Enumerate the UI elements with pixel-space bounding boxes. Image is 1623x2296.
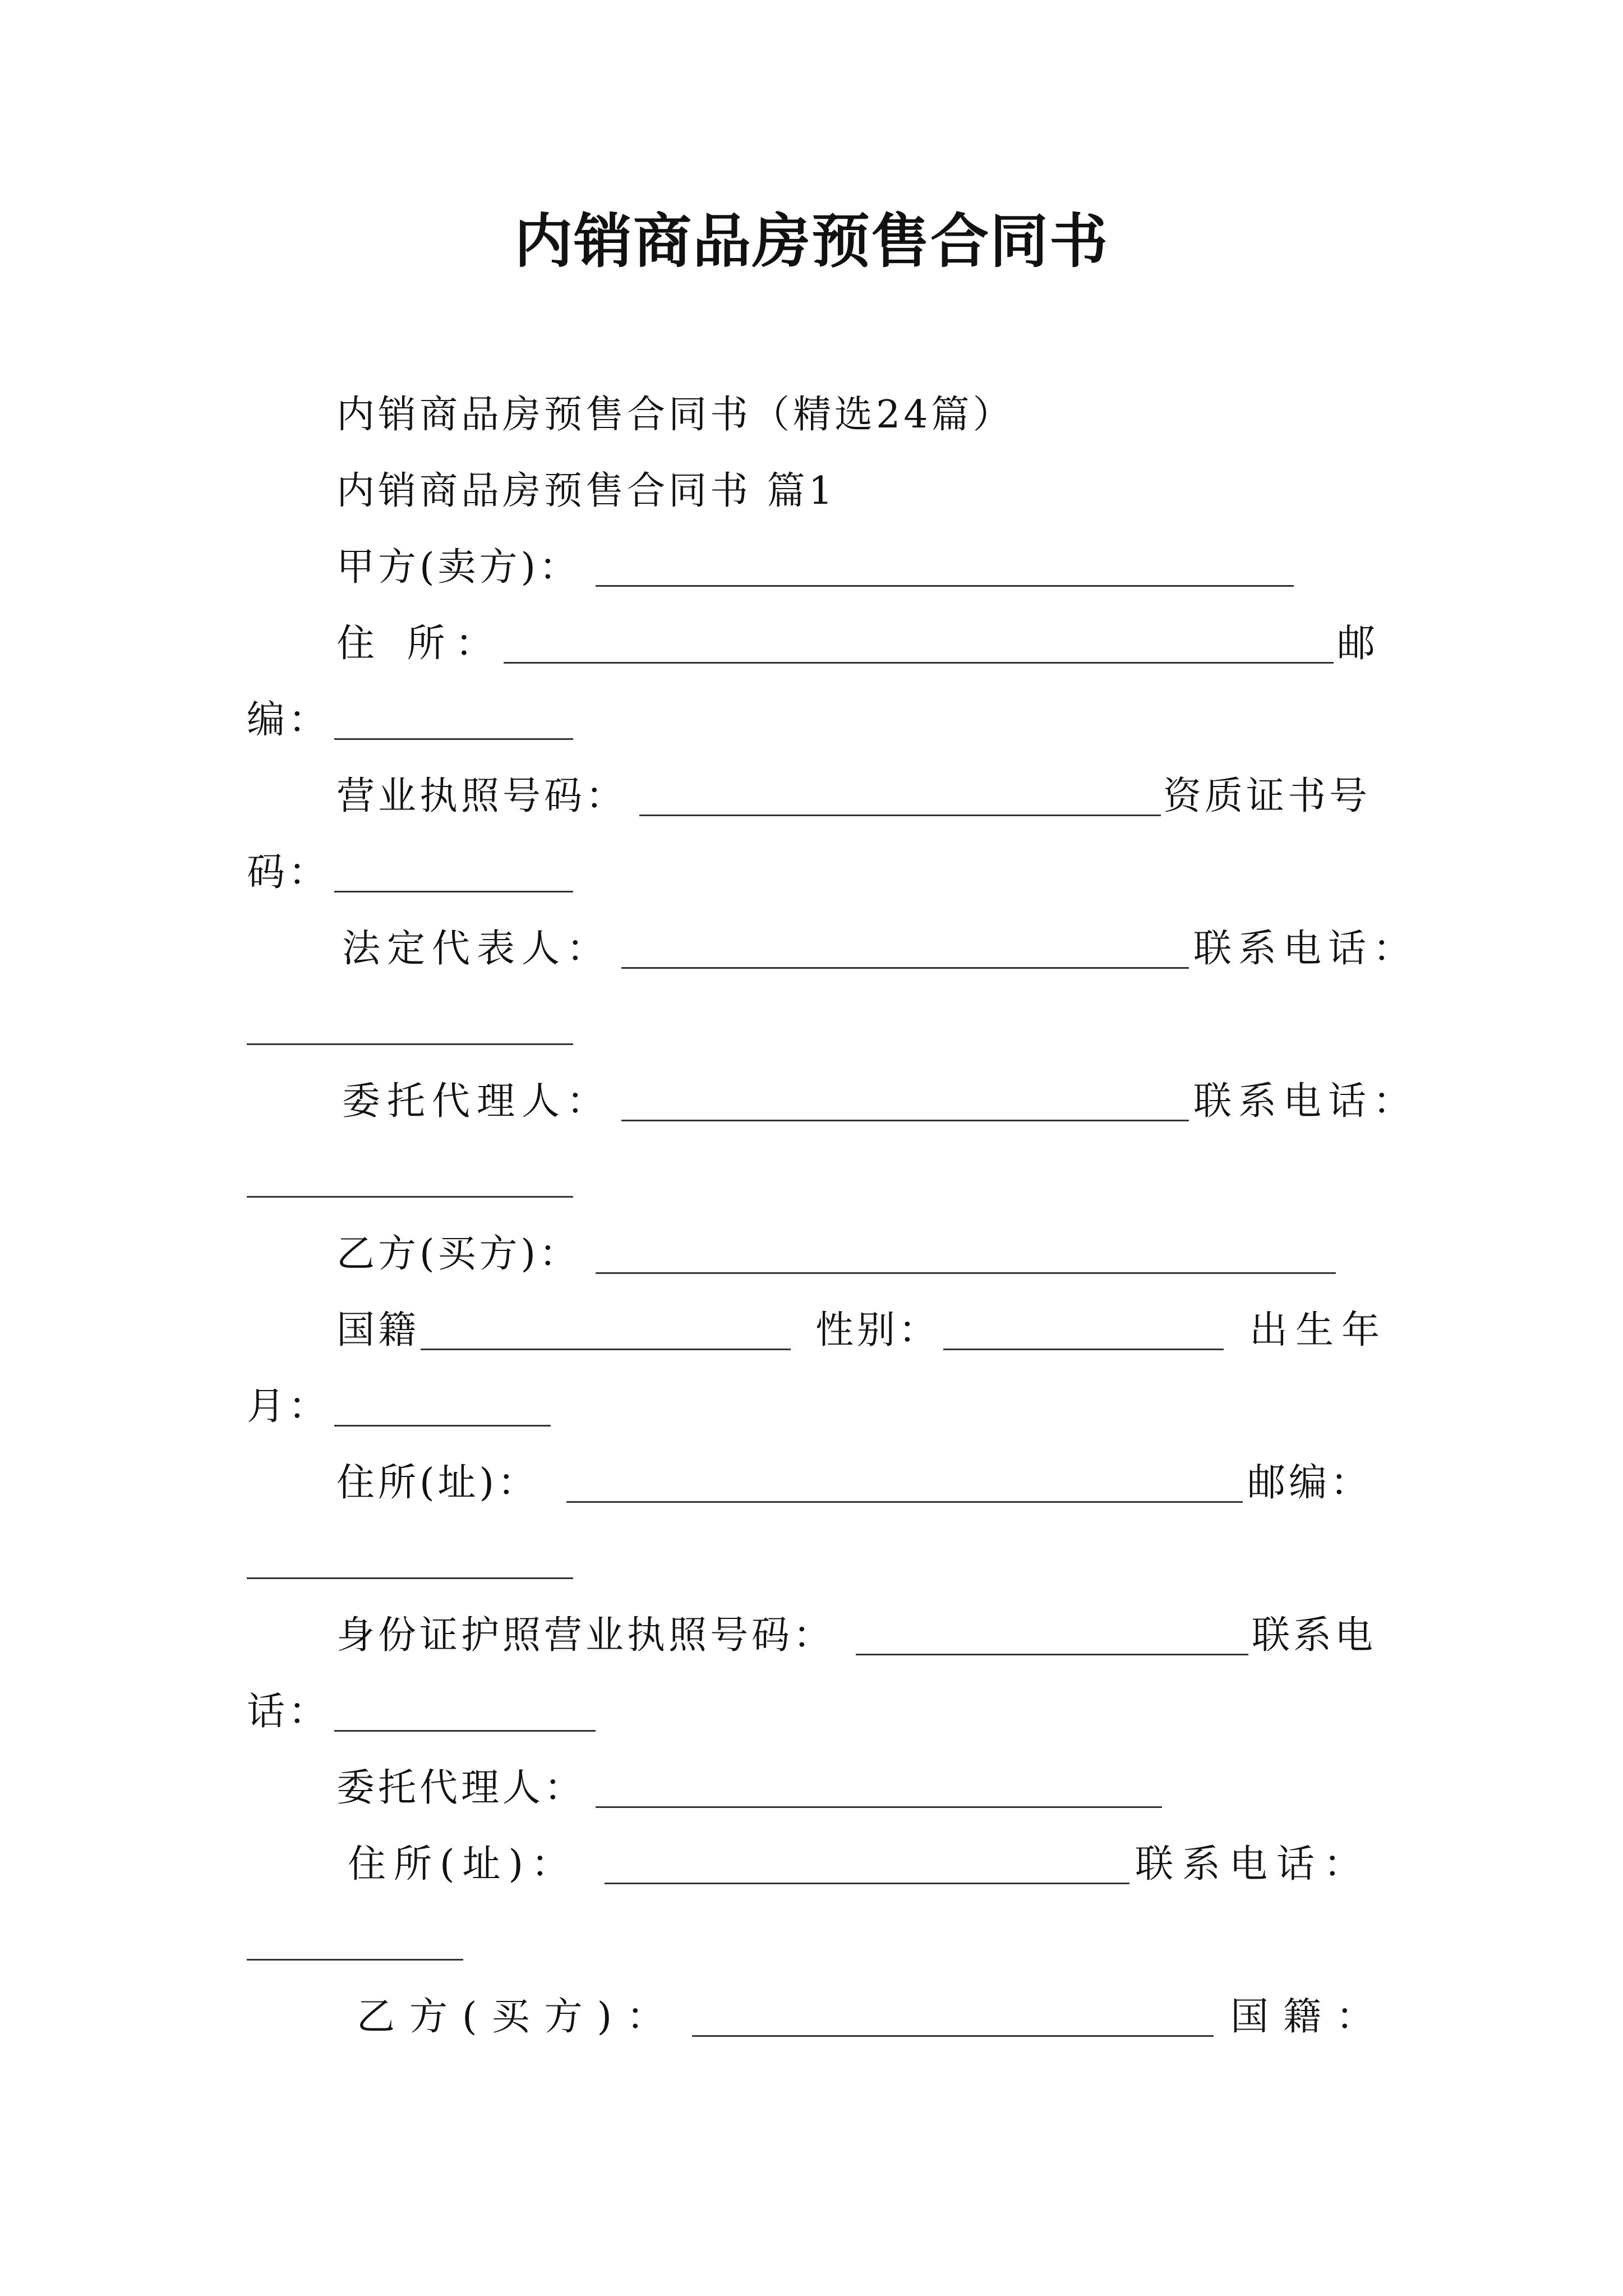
buyer-postcode-blank[interactable] [247, 1577, 573, 1579]
buyer-party-label: 乙方(买方)： [336, 1232, 581, 1276]
seller-legal-rep-phone-blank[interactable] [247, 1043, 573, 1045]
seller-legal-rep-blank[interactable] [621, 967, 1189, 969]
seller-agent-blank[interactable] [621, 1120, 1189, 1121]
buyer-nationality-label: 国籍 [336, 1308, 420, 1352]
buyer2-party-label: 乙方(买方)： [357, 1995, 680, 2039]
buyer-phone-blank[interactable] [334, 1730, 596, 1732]
seller-agent-phone-blank[interactable] [247, 1196, 573, 1198]
seller-qualification-blank[interactable] [334, 891, 573, 892]
buyer2-nationality-label: 国籍： [1230, 1995, 1389, 2039]
seller-agent-phone-label: 联系电话： [1193, 1079, 1418, 1124]
seller-qualification-label-head: 码： [247, 850, 330, 895]
seller-license-blank[interactable] [639, 815, 1161, 816]
seller-license-label: 营业执照号码： [336, 774, 628, 818]
seller-postcode-blank[interactable] [334, 738, 573, 740]
buyer-party-blank[interactable] [596, 1272, 1336, 1274]
seller-address-blank[interactable] [504, 662, 1334, 664]
section-heading: 内销商品房预售合同书 篇1 [336, 469, 836, 513]
seller-qualification-label-tail: 资质证书号 [1163, 774, 1371, 818]
buyer-agent-phone-label: 联系电话： [1135, 1842, 1371, 1887]
buyer-agent-phone-blank[interactable] [247, 1959, 463, 1961]
seller-legal-rep-label: 法定代表人： [342, 927, 612, 971]
buyer-phone-label-head: 话： [247, 1690, 330, 1734]
seller-address-label: 住 所： [336, 622, 504, 666]
buyer-nationality-blank[interactable] [421, 1349, 791, 1350]
seller-legal-rep-phone-label: 联系电话： [1193, 927, 1418, 971]
buyer-gender-label: 性别： [815, 1308, 940, 1352]
buyer-phone-label-tail: 联系电 [1252, 1613, 1377, 1658]
seller-party-label: 甲方(卖方)： [336, 545, 581, 590]
buyer-birth-blank[interactable] [334, 1425, 551, 1427]
buyer-id-label: 身份证护照营业执照号码： [336, 1613, 835, 1658]
buyer-agent-address-label: 住所(址)： [348, 1842, 578, 1887]
buyer-address-blank[interactable] [566, 1501, 1243, 1503]
buyer-birth-label-tail: 出生年 [1249, 1308, 1388, 1352]
document-title: 内销商品房预售合同书 [514, 206, 1109, 275]
buyer-id-blank[interactable] [856, 1654, 1248, 1655]
buyer2-party-blank[interactable] [692, 2035, 1214, 2037]
seller-postcode-label-tail: 邮 [1337, 622, 1379, 666]
buyer-agent-address-blank[interactable] [605, 1883, 1129, 1884]
seller-postcode-label-head: 编： [247, 698, 330, 742]
buyer-birth-label-head: 月： [247, 1384, 330, 1429]
buyer-agent-blank[interactable] [596, 1806, 1162, 1808]
seller-agent-label: 委托代理人： [342, 1079, 612, 1124]
buyer-gender-blank[interactable] [943, 1349, 1224, 1350]
buyer-postcode-label: 邮编： [1247, 1461, 1372, 1505]
buyer-address-label: 住所(址)： [336, 1461, 540, 1505]
buyer-agent-label: 委托代理人： [336, 1766, 586, 1810]
seller-party-blank[interactable] [596, 585, 1294, 587]
subtitle: 内销商品房预售合同书（精选24篇） [336, 393, 1015, 437]
